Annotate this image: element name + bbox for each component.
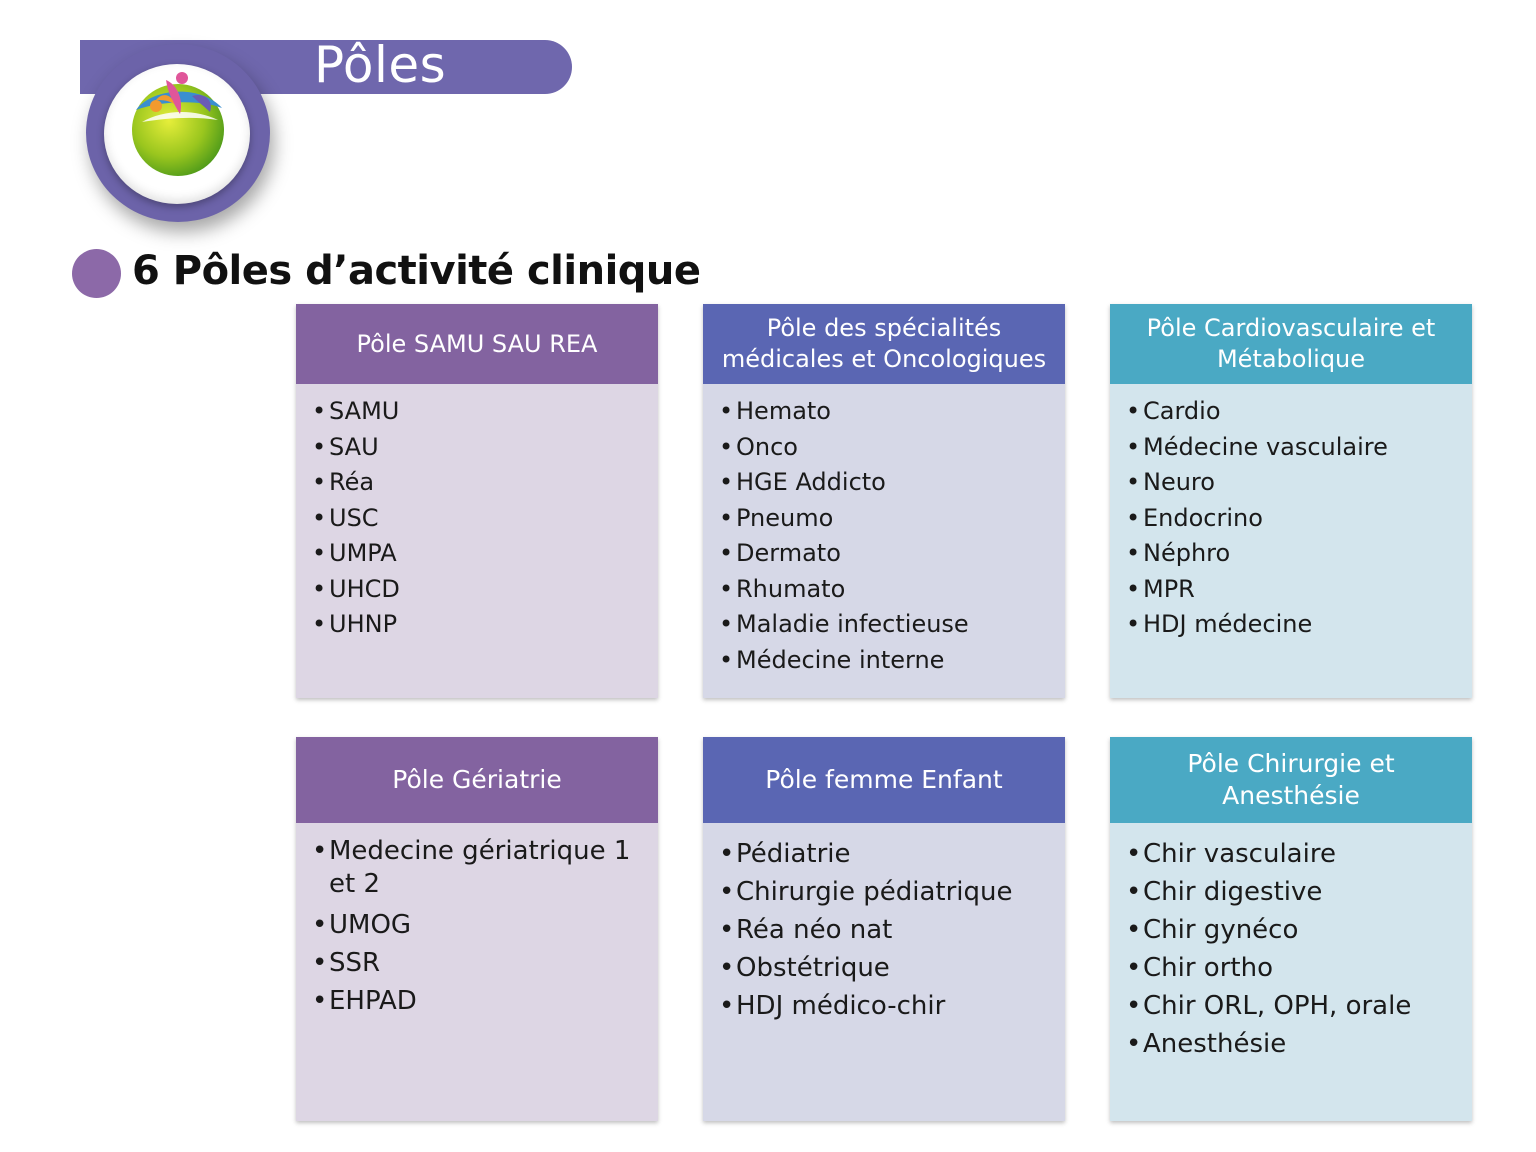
list-item: • Chir digestive: [1126, 873, 1456, 911]
pole-card-geriatrie: [296, 737, 658, 1121]
list-item: • Onco: [719, 430, 1049, 466]
pole-card-list: [703, 823, 1065, 1121]
pole-card-title: Pôle femme Enfant: [703, 737, 1065, 823]
list-item: • UMPA: [312, 536, 642, 572]
list-item: • Neuro: [1126, 465, 1456, 501]
list-item: • SAU: [312, 430, 642, 466]
list-item: • Endocrino: [1126, 501, 1456, 537]
list-item: • Réa: [312, 465, 642, 501]
pole-card-list: [703, 384, 1065, 698]
list-item: • Pneumo: [719, 501, 1049, 537]
pole-card-list: [1110, 823, 1472, 1121]
list-item: • EHPAD: [312, 982, 642, 1020]
list-item: • SSR: [312, 944, 642, 982]
list-item: • Cardio: [1126, 394, 1456, 430]
list-item: • Rhumato: [719, 572, 1049, 608]
pole-card-specialites: [703, 304, 1065, 698]
hospital-logo-icon: [122, 70, 234, 182]
list-item: • Hemato: [719, 394, 1049, 430]
list-item: • SAMU: [312, 394, 642, 430]
page-title: Pôles: [314, 36, 447, 94]
pole-card-title: Pôle SAMU SAU REA: [296, 304, 658, 384]
list-item: • HDJ médecine: [1126, 607, 1456, 643]
list-item: • Chir gynéco: [1126, 911, 1456, 949]
pole-card-samu: [296, 304, 658, 698]
pole-card-list: [1110, 384, 1472, 698]
list-item: • Néphro: [1126, 536, 1456, 572]
list-item: • Chirurgie pédiatrique: [719, 873, 1049, 911]
list-item: • Chir vasculaire: [1126, 835, 1456, 873]
list-item: • Medecine gériatrique 1 et 2: [312, 835, 642, 901]
list-item: • Maladie infectieuse: [719, 607, 1049, 643]
list-item: • HDJ médico-chir: [719, 987, 1049, 1025]
section-subtitle: 6 Pôles d’activité clinique: [132, 248, 701, 294]
pole-card-title: Pôle des spécialités médicales et Oncologiques: [703, 304, 1065, 384]
pole-card-cardio: [1110, 304, 1472, 698]
list-item: • UMOG: [312, 906, 642, 944]
pole-card-title: Pôle Cardiovasculaire et Métabolique: [1110, 304, 1472, 384]
list-item: • Médecine vasculaire: [1126, 430, 1456, 466]
pole-card-chirurgie: [1110, 737, 1472, 1121]
list-item: • Obstétrique: [719, 949, 1049, 987]
list-item: • UHNP: [312, 607, 642, 643]
list-item: • Médecine interne: [719, 643, 1049, 679]
list-item: • USC: [312, 501, 642, 537]
pole-card-title: Pôle Chirurgie et Anesthésie: [1110, 737, 1472, 823]
pole-card-title: Pôle Gériatrie: [296, 737, 658, 823]
list-item: • Dermato: [719, 536, 1049, 572]
list-item: • HGE Addicto: [719, 465, 1049, 501]
list-item: • Chir ortho: [1126, 949, 1456, 987]
list-item: • Pédiatrie: [719, 835, 1049, 873]
list-item: • Réa néo nat: [719, 911, 1049, 949]
list-item: • Chir ORL, OPH, orale: [1126, 987, 1456, 1025]
list-item: • Anesthésie: [1126, 1025, 1456, 1063]
pole-card-femme-enfant: [703, 737, 1065, 1121]
list-item: • MPR: [1126, 572, 1456, 608]
pole-card-list: [296, 823, 658, 1121]
pole-card-list: [296, 384, 658, 698]
subtitle-bullet: [72, 249, 121, 298]
list-item: • UHCD: [312, 572, 642, 608]
